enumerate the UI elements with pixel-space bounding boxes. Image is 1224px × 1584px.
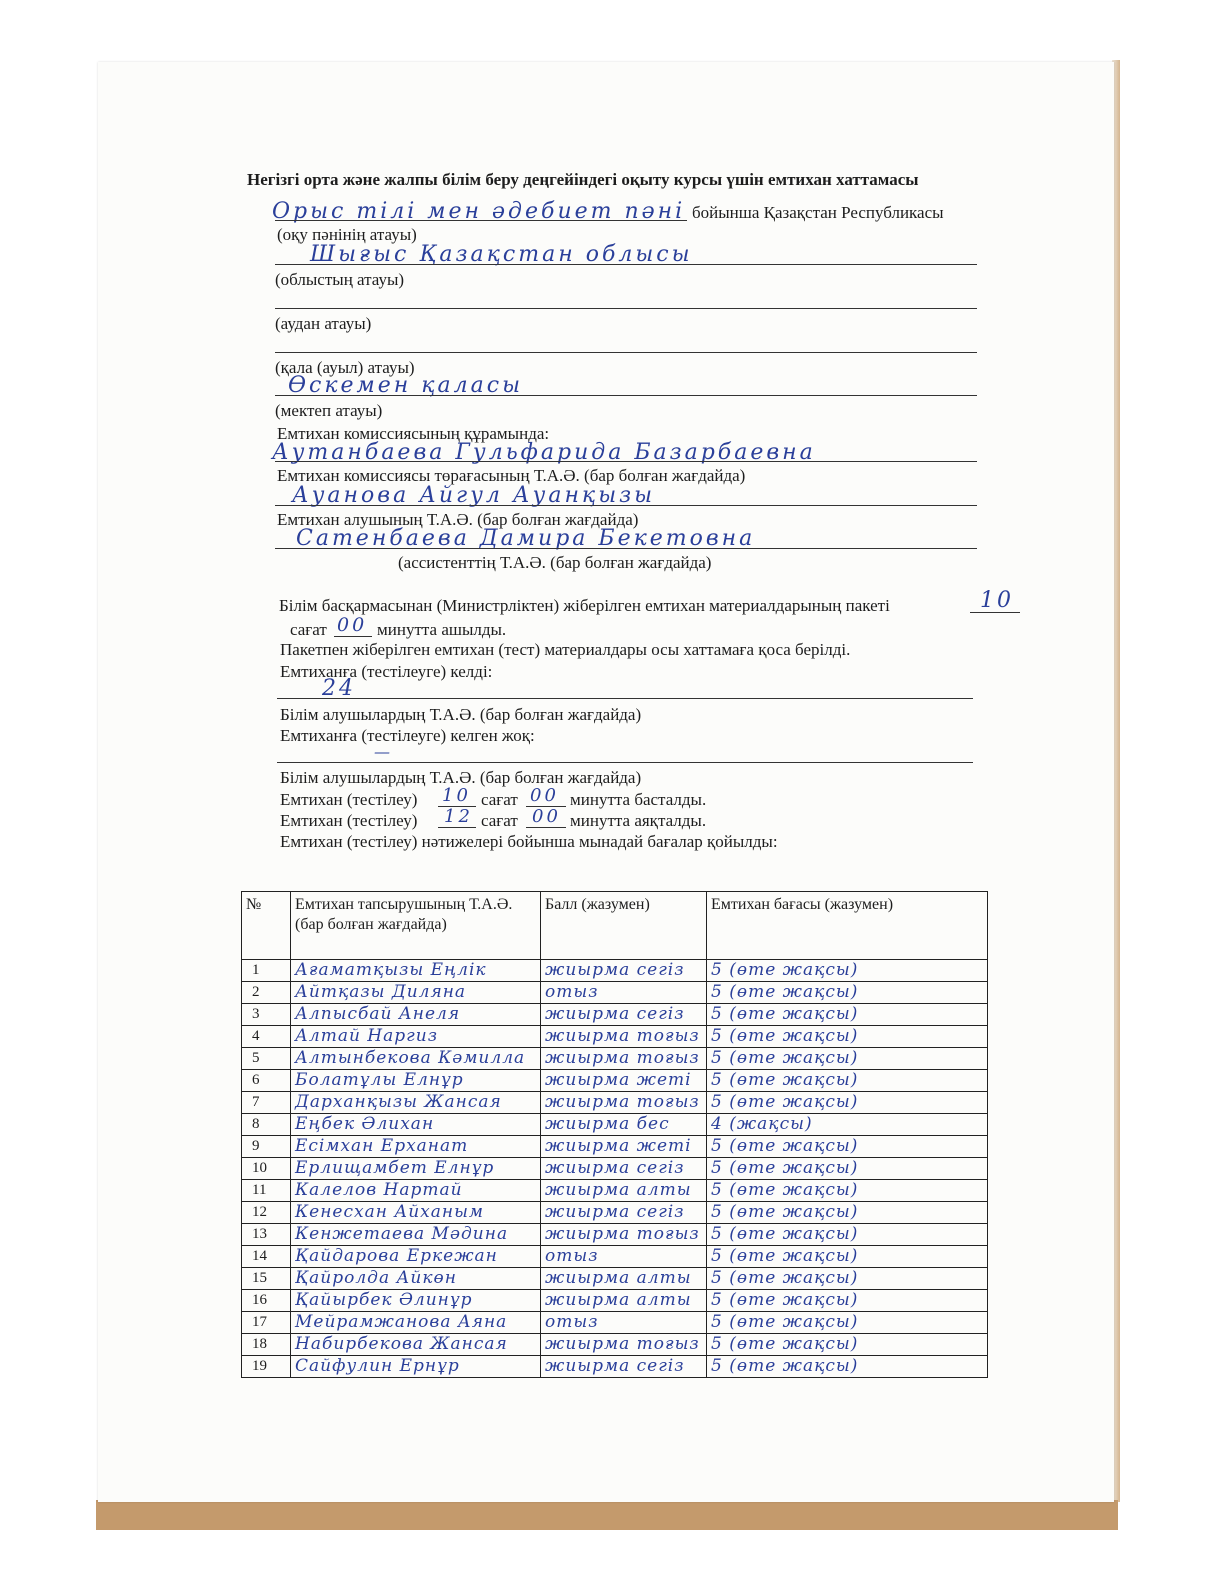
assistant-line xyxy=(275,548,977,549)
score-text: жиырма тоғыз xyxy=(541,1334,707,1356)
grade-text: 5 (өте жақсы) xyxy=(707,982,988,1004)
row-number: 6 xyxy=(242,1070,291,1092)
came-value: 24 xyxy=(322,676,356,701)
city-caption: (қала (ауыл) атауы) xyxy=(275,358,415,377)
row-number: 11 xyxy=(242,1180,291,1202)
package-hour-line xyxy=(970,612,1020,613)
student-name: Мейрамжанова Аяна xyxy=(291,1312,541,1334)
table-row xyxy=(242,1312,988,1334)
table-row xyxy=(242,960,988,982)
score-text: жиырма сегіз xyxy=(541,1202,707,1224)
student-name: Есімхан Ерханат xyxy=(291,1136,541,1158)
score-text: жиырма алты xyxy=(541,1290,707,1312)
grade-text: 5 (өте жақсы) xyxy=(707,960,988,982)
row-number: 16 xyxy=(242,1290,291,1312)
grade-text: 5 (өте жақсы) xyxy=(707,1224,988,1246)
examiner-handwritten: Ауанова Айгул Ауанқызы xyxy=(292,483,656,508)
package-attached: Пакетпен жіберілген емтихан (тест) материалдары осы хаттамаға қоса берілді. xyxy=(280,640,851,659)
document-title: Негізгі орта және жалпы білім беру деңгейіндегі оқыту курсы үшін емтихан хаттамасы xyxy=(247,170,919,189)
row-number: 15 xyxy=(242,1268,291,1290)
row-number: 12 xyxy=(242,1202,291,1224)
row-number: 13 xyxy=(242,1224,291,1246)
end-minute-line xyxy=(526,827,566,828)
row-number: 5 xyxy=(242,1048,291,1070)
table-row xyxy=(242,1224,988,1246)
table-row xyxy=(242,1026,988,1048)
chair-line xyxy=(275,461,977,462)
package-minute: 00 xyxy=(337,614,368,636)
results-line: Емтихан (тестілеу) нәтижелері бойынша мынадай бағалар қойылды: xyxy=(280,832,778,851)
score-text: жиырма сегіз xyxy=(541,960,707,982)
start-hour: 10 xyxy=(442,785,471,806)
table-row xyxy=(242,1070,988,1092)
student-name: Ағаматқызы Еңлік xyxy=(291,960,541,982)
grade-text: 5 (өте жақсы) xyxy=(707,1136,988,1158)
row-number: 17 xyxy=(242,1312,291,1334)
row-number: 14 xyxy=(242,1246,291,1268)
absent-line xyxy=(277,762,973,763)
table-row xyxy=(242,1004,988,1026)
student-name: Еңбек Әлихан xyxy=(291,1114,541,1136)
table-row xyxy=(242,1268,988,1290)
absent-label: Емтиханға (тестілеуге) келген жоқ: xyxy=(280,726,535,745)
table-row xyxy=(242,1114,988,1136)
came-caption: Білім алушылардың Т.А.Ә. (бар болған жағдайда) xyxy=(280,705,642,724)
package-minute-line xyxy=(334,636,372,637)
score-text: жиырма сегіз xyxy=(541,1356,707,1378)
table-row xyxy=(242,1180,988,1202)
student-name: Сайфулин Ернұр xyxy=(291,1356,541,1378)
region-handwritten: Шығыс Қазақстан облысы xyxy=(310,242,693,267)
score-text: жиырма бес xyxy=(541,1114,707,1136)
subject-caption: (оқу пәнінің атауы) xyxy=(277,225,417,244)
grade-text: 5 (өте жақсы) xyxy=(707,1092,988,1114)
package-hour: 10 xyxy=(980,588,1014,613)
absent-value: — xyxy=(374,742,393,761)
assistant-handwritten: Сатенбаева Дамира Бекетовна xyxy=(296,526,756,551)
student-name: Айтқазы Диляна xyxy=(291,982,541,1004)
grade-text: 5 (өте жақсы) xyxy=(707,1180,988,1202)
table-row xyxy=(242,1246,988,1268)
city-line xyxy=(275,352,977,353)
end-prefix: Емтихан (тестілеу) xyxy=(280,811,418,830)
region-caption: (облыстың атауы) xyxy=(275,270,405,289)
grade-text: 4 (жақсы) xyxy=(707,1114,988,1136)
table-row xyxy=(242,1356,988,1378)
row-number: 10 xyxy=(242,1158,291,1180)
grade-text: 5 (өте жақсы) xyxy=(707,1312,988,1334)
district-caption: (аудан атауы) xyxy=(275,314,372,333)
end-minute: 00 xyxy=(532,806,561,827)
row-number: 7 xyxy=(242,1092,291,1114)
score-text: жиырма жеті xyxy=(541,1070,707,1092)
student-name: Ерлищамбет Елнұр xyxy=(291,1158,541,1180)
examiner-line xyxy=(275,505,977,506)
row-number: 4 xyxy=(242,1026,291,1048)
grade-text: 5 (өте жақсы) xyxy=(707,1004,988,1026)
score-text: жиырма тоғыз xyxy=(541,1048,707,1070)
chair-caption: Емтихан комиссиясы төрағасының Т.А.Ә. (бар болған жағдайда) xyxy=(277,466,746,485)
assistant-caption: (ассистенттің Т.А.Ә. (бар болған жағдайда) xyxy=(398,553,712,572)
student-name: Болатұлы Елнұр xyxy=(291,1070,541,1092)
grade-text: 5 (өте жақсы) xyxy=(707,1290,988,1312)
table-header-row xyxy=(242,892,988,960)
grade-text: 5 (өте жақсы) xyxy=(707,1356,988,1378)
grade-text: 5 (өте жақсы) xyxy=(707,1158,988,1180)
header-number: № xyxy=(242,892,291,960)
came-label: Емтиханға (тестілеуге) келді: xyxy=(280,662,493,681)
table-row xyxy=(242,1092,988,1114)
score-text: жиырма тоғыз xyxy=(541,1092,707,1114)
absent-caption: Білім алушылардың Т.А.Ә. (бар болған жағдайда) xyxy=(280,768,642,787)
student-name: Кенесхан Айханым xyxy=(291,1202,541,1224)
end-hour-line xyxy=(438,827,476,828)
header-score: Балл (жазумен) xyxy=(541,892,707,960)
score-text: жиырма сегіз xyxy=(541,1004,707,1026)
came-line xyxy=(277,698,973,699)
package-suffix: минутта ашылды. xyxy=(377,620,507,639)
grade-text: 5 (өте жақсы) xyxy=(707,1334,988,1356)
chair-handwritten: Аутанбаева Гульфарида Базарбаевна xyxy=(272,440,816,465)
results-table xyxy=(241,891,988,1378)
row-number: 3 xyxy=(242,1004,291,1026)
table-row xyxy=(242,982,988,1004)
score-text: жиырма тоғыз xyxy=(541,1224,707,1246)
grade-text: 5 (өте жақсы) xyxy=(707,1026,988,1048)
table-row xyxy=(242,1048,988,1070)
score-text: жиырма сегіз xyxy=(541,1158,707,1180)
grade-text: 5 (өте жақсы) xyxy=(707,1268,988,1290)
school-caption: (мектеп атауы) xyxy=(275,401,383,420)
end-sagat: сағат xyxy=(481,811,518,830)
score-text: жиырма алты xyxy=(541,1268,707,1290)
student-name: Алтынбекова Кәмилла xyxy=(291,1048,541,1070)
school-handwritten: Өскемен қаласы xyxy=(288,373,524,398)
row-number: 1 xyxy=(242,960,291,982)
row-number: 8 xyxy=(242,1114,291,1136)
start-sagat: сағат xyxy=(481,790,518,809)
row-number: 18 xyxy=(242,1334,291,1356)
row-number: 9 xyxy=(242,1136,291,1158)
grade-text: 5 (өте жақсы) xyxy=(707,1070,988,1092)
score-text: жиырма тоғыз xyxy=(541,1026,707,1048)
end-hour: 12 xyxy=(444,806,473,827)
examiner-caption: Емтихан алушының Т.А.Ә. (бар болған жағдайда) xyxy=(277,510,639,529)
score-text: отыз xyxy=(541,1312,707,1334)
student-name: Набирбекова Жансая xyxy=(291,1334,541,1356)
score-text: отыз xyxy=(541,982,707,1004)
subject-suffix: бойынша Қазақстан Республикасы xyxy=(692,203,944,222)
score-text: отыз xyxy=(541,1246,707,1268)
student-name: Алпысбай Анеля xyxy=(291,1004,541,1026)
table-row xyxy=(242,1334,988,1356)
header-grade: Емтихан бағасы (жазумен) xyxy=(707,892,988,960)
package-text: Білім басқармасынан (Министрліктен) жіберілген емтихан материалдарының пакеті xyxy=(279,596,890,615)
grade-text: 5 (өте жақсы) xyxy=(707,1202,988,1224)
student-name: Кенжетаева Мәдина xyxy=(291,1224,541,1246)
commission-label: Емтихан комиссиясының құрамында: xyxy=(277,424,550,443)
grade-text: 5 (өте жақсы) xyxy=(707,1048,988,1070)
start-minute: 00 xyxy=(530,785,559,806)
background-table-surface xyxy=(96,1500,1118,1530)
student-name: Қайролда Айкөн xyxy=(291,1268,541,1290)
row-number: 2 xyxy=(242,982,291,1004)
student-name: Калелов Нартай xyxy=(291,1180,541,1202)
score-text: жиырма жеті xyxy=(541,1136,707,1158)
table-row xyxy=(242,1158,988,1180)
package-sagat: сағат xyxy=(290,620,327,639)
start-prefix: Емтихан (тестілеу) xyxy=(280,790,418,809)
subject-handwritten: Орыс тілі мен әдебиет пәні xyxy=(272,199,686,224)
table-row xyxy=(242,1202,988,1224)
end-suffix: минутта аяқталды. xyxy=(570,811,707,830)
table-row xyxy=(242,1290,988,1312)
row-number: 19 xyxy=(242,1356,291,1378)
score-text: жиырма алты xyxy=(541,1180,707,1202)
student-name: Қайырбек Әлинұр xyxy=(291,1290,541,1312)
school-line xyxy=(275,395,977,396)
start-suffix: минутта басталды. xyxy=(570,790,707,809)
subject-line xyxy=(275,220,687,221)
student-name: Дарханқызы Жансая xyxy=(291,1092,541,1114)
table-row xyxy=(242,1136,988,1158)
region-line xyxy=(275,264,977,265)
header-name: Емтихан тапсырушының Т.А.Ә. (бар болған жағдайда) xyxy=(291,892,541,960)
student-name: Алтай Наргиз xyxy=(291,1026,541,1048)
district-line xyxy=(275,308,977,309)
student-name: Қайдарова Еркежан xyxy=(291,1246,541,1268)
grade-text: 5 (өте жақсы) xyxy=(707,1246,988,1268)
table-body xyxy=(242,960,988,1378)
